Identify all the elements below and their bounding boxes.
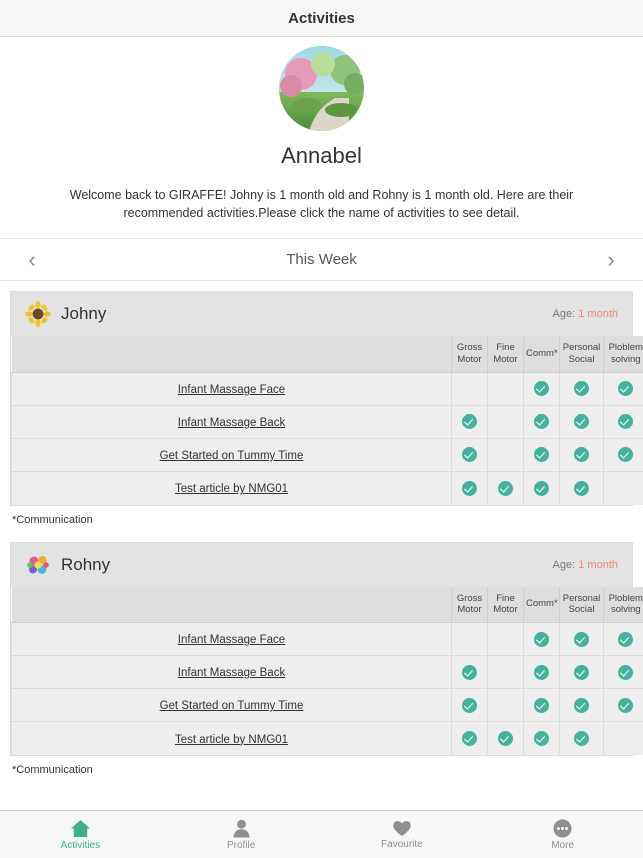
check-icon xyxy=(618,447,633,462)
col-activity xyxy=(12,336,452,372)
activity-link[interactable]: Infant Massage Face xyxy=(177,634,286,647)
table-header-row xyxy=(12,587,643,623)
child-card xyxy=(10,291,643,505)
mark-gross-motor xyxy=(452,689,488,722)
check-icon xyxy=(574,731,589,746)
table-row[interactable] xyxy=(12,689,643,722)
col-comm: Comm* xyxy=(524,587,560,623)
bouquet-icon xyxy=(25,552,51,578)
content-scroll-area[interactable] xyxy=(0,37,643,810)
check-icon xyxy=(574,632,589,647)
mark-comm xyxy=(524,373,560,406)
ellipsis-icon xyxy=(553,819,572,838)
age-label: Age: xyxy=(552,308,576,321)
child-card-header xyxy=(11,543,632,587)
activity-cell[interactable] xyxy=(12,472,452,505)
activity-link[interactable]: Get Started on Tummy Time xyxy=(159,700,304,713)
col-fine-motor: Fine Motor xyxy=(488,587,524,623)
activity-link[interactable]: Infant Massage Face xyxy=(177,384,286,396)
mark-fine-motor xyxy=(488,623,524,656)
profile-header xyxy=(0,37,643,239)
mark-personal-social xyxy=(560,472,604,505)
mark-problem-solving xyxy=(604,373,643,406)
check-icon xyxy=(462,414,477,429)
mark-gross-motor xyxy=(452,406,488,439)
mark-problem-solving xyxy=(604,689,643,722)
check-icon xyxy=(462,698,477,713)
check-icon xyxy=(618,665,633,680)
avatar[interactable] xyxy=(279,46,364,131)
mark-problem-solving xyxy=(604,656,643,689)
mark-comm xyxy=(524,439,560,472)
mark-problem-solving xyxy=(604,623,643,656)
table-row[interactable] xyxy=(12,373,643,406)
tab-more[interactable] xyxy=(482,811,643,858)
tab-profile[interactable] xyxy=(161,811,322,858)
check-icon xyxy=(462,447,477,462)
activity-link[interactable]: Test article by NMG01 xyxy=(174,733,289,746)
page-title: Activities xyxy=(288,9,355,27)
child-card-header xyxy=(11,292,632,336)
activity-link[interactable]: Get Started on Tummy Time xyxy=(159,450,304,462)
table-header-row xyxy=(12,336,643,372)
check-icon xyxy=(498,481,513,496)
age-label: Age: xyxy=(552,558,576,571)
activity-cell[interactable] xyxy=(12,373,452,406)
mark-gross-motor xyxy=(452,623,488,656)
check-icon xyxy=(534,414,549,429)
table-row[interactable] xyxy=(12,656,643,689)
check-icon xyxy=(618,381,633,396)
activity-cell[interactable] xyxy=(12,656,452,689)
activity-cell[interactable] xyxy=(12,689,452,722)
check-icon xyxy=(534,665,549,680)
col-problem-solving: Ploblem solving xyxy=(604,587,643,623)
col-problem-solving: Ploblem solving xyxy=(604,336,643,372)
mark-gross-motor xyxy=(452,656,488,689)
col-fine-motor: Fine Motor xyxy=(488,336,524,372)
check-icon xyxy=(462,731,477,746)
activity-cell[interactable] xyxy=(12,722,452,755)
tab-label: More xyxy=(551,839,575,851)
check-icon xyxy=(618,698,633,713)
mark-problem-solving xyxy=(604,439,643,472)
col-gross-motor: Gross Motor xyxy=(452,336,488,372)
child-card xyxy=(10,542,643,756)
check-icon xyxy=(574,665,589,680)
footnote: *Communication xyxy=(12,513,93,526)
table-row[interactable] xyxy=(12,439,643,472)
tab-bar xyxy=(0,810,643,858)
check-icon xyxy=(534,481,549,496)
age-value: 1 month xyxy=(578,308,618,321)
week-label: This Week xyxy=(286,251,357,269)
child-age xyxy=(553,559,618,571)
check-icon xyxy=(574,414,589,429)
table-row[interactable] xyxy=(12,623,643,656)
check-icon xyxy=(534,698,549,713)
mark-personal-social xyxy=(560,439,604,472)
tab-label: Profile xyxy=(226,839,256,851)
mark-personal-social xyxy=(560,656,604,689)
activity-link[interactable]: Infant Massage Back xyxy=(177,667,286,680)
mark-problem-solving xyxy=(604,722,643,755)
check-icon xyxy=(534,731,549,746)
check-icon xyxy=(574,698,589,713)
activity-cell[interactable] xyxy=(12,439,452,472)
mark-gross-motor xyxy=(452,373,488,406)
mark-fine-motor xyxy=(488,406,524,439)
check-icon xyxy=(534,447,549,462)
profile-name: Annabel xyxy=(281,143,362,168)
mark-comm xyxy=(524,406,560,439)
mark-gross-motor xyxy=(452,439,488,472)
check-icon xyxy=(574,447,589,462)
activities-table xyxy=(11,336,643,504)
col-comm: Comm* xyxy=(524,336,560,372)
mark-fine-motor xyxy=(488,722,524,755)
activity-link[interactable]: Test article by NMG01 xyxy=(174,483,289,496)
check-icon xyxy=(618,632,633,647)
mark-fine-motor xyxy=(488,689,524,722)
check-icon xyxy=(462,665,477,680)
mark-comm xyxy=(524,472,560,505)
col-personal-social: Personal Social xyxy=(560,587,604,623)
tab-favourite[interactable] xyxy=(322,811,483,858)
mark-fine-motor xyxy=(488,656,524,689)
mark-problem-solving xyxy=(604,406,643,439)
check-icon xyxy=(462,481,477,496)
mark-personal-social xyxy=(560,722,604,755)
mark-personal-social xyxy=(560,406,604,439)
activities-table xyxy=(11,587,643,755)
mark-personal-social xyxy=(560,623,604,656)
child-name: Johny xyxy=(61,304,107,324)
table-row[interactable] xyxy=(12,406,643,439)
mark-personal-social xyxy=(560,373,604,406)
activity-cell[interactable] xyxy=(12,623,452,656)
check-icon xyxy=(534,381,549,396)
mark-comm xyxy=(524,689,560,722)
mark-fine-motor xyxy=(488,472,524,505)
mark-comm xyxy=(524,656,560,689)
home-icon xyxy=(70,819,91,838)
top-bar xyxy=(0,0,643,37)
check-icon xyxy=(574,381,589,396)
mark-comm xyxy=(524,623,560,656)
activity-link[interactable]: Infant Massage Back xyxy=(177,417,286,429)
mark-gross-motor xyxy=(452,472,488,505)
tab-label: Activities xyxy=(60,839,101,851)
col-gross-motor: Gross Motor xyxy=(452,587,488,623)
col-activity xyxy=(12,587,452,623)
mark-fine-motor xyxy=(488,439,524,472)
col-personal-social: Personal Social xyxy=(560,336,604,372)
check-icon xyxy=(498,731,513,746)
mark-fine-motor xyxy=(488,373,524,406)
heart-icon xyxy=(392,819,412,837)
age-value: 1 month xyxy=(578,558,618,571)
mark-comm xyxy=(524,722,560,755)
tab-label: Favourite xyxy=(381,839,423,850)
check-icon xyxy=(574,481,589,496)
footnote: *Communication xyxy=(12,763,93,776)
welcome-message: Welcome back to GIRAFFE! Johny is 1 month old and Rohny is 1 month old. Here are their recommended activities.Please click the name of activities to see detail. xyxy=(69,188,574,221)
child-name: Rohny xyxy=(61,554,111,574)
table-row[interactable] xyxy=(12,472,643,505)
mark-personal-social xyxy=(560,689,604,722)
table-row[interactable] xyxy=(12,722,643,755)
chevron-right-icon[interactable]: › xyxy=(607,246,615,272)
person-icon xyxy=(232,819,251,838)
tab-activities[interactable] xyxy=(0,811,161,858)
check-icon xyxy=(618,414,633,429)
mark-problem-solving xyxy=(604,472,643,505)
activity-cell[interactable] xyxy=(12,406,452,439)
check-icon xyxy=(534,632,549,647)
sunflower-icon xyxy=(25,301,51,327)
mark-gross-motor xyxy=(452,722,488,755)
chevron-left-icon[interactable]: ‹ xyxy=(28,246,36,272)
child-age xyxy=(553,308,618,320)
week-navigator xyxy=(0,239,643,281)
